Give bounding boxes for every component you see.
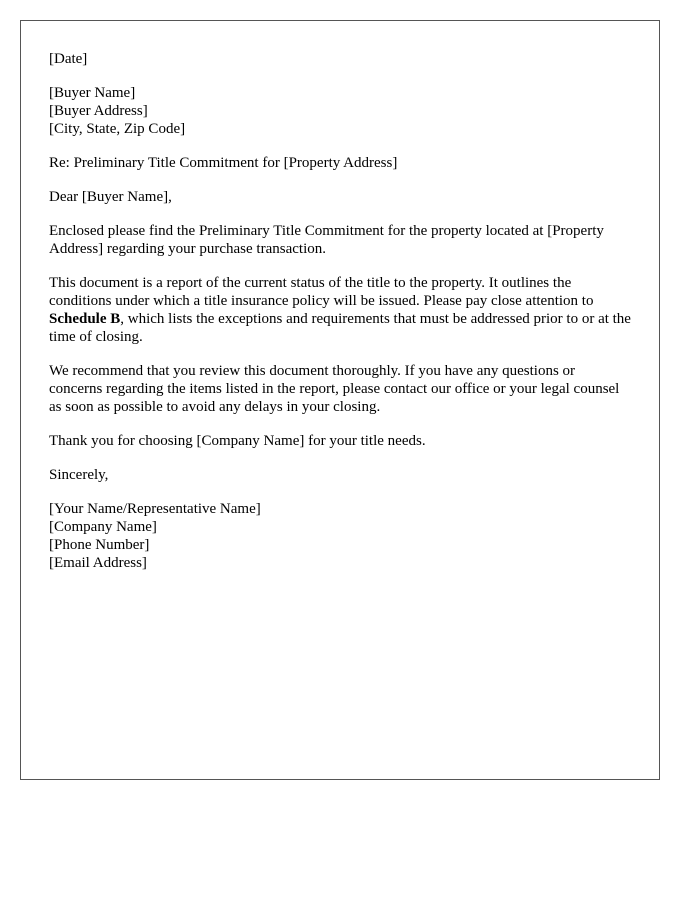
signature-phone: [Phone Number]	[49, 537, 150, 553]
letter-date: [Date]	[49, 51, 88, 67]
body-paragraph-4: Thank you for choosing [Company Name] for your title needs.	[49, 433, 426, 449]
paragraph-2-text-start: This document is a report of the current status of the title to the property. It outlines the conditions under which a title insurance policy will be issued. Please pay close attention to	[49, 275, 594, 309]
recipient-city-state-zip: [City, State, Zip Code]	[49, 121, 186, 137]
body-paragraph-1: Enclosed please find the Preliminary Title Commitment for the property located at [Property Address] regarding your purchase transaction.	[49, 223, 604, 257]
recipient-address-block	[49, 84, 631, 138]
recipient-name: [Buyer Name]	[49, 85, 136, 101]
signature-block	[49, 500, 631, 572]
signature-name: [Your Name/Representative Name]	[49, 501, 261, 517]
body-paragraph-2	[49, 274, 631, 346]
salutation: Dear [Buyer Name],	[49, 189, 172, 205]
schedule-b-emphasis: Schedule B	[49, 311, 121, 327]
letter-page	[20, 20, 660, 780]
closing: Sincerely,	[49, 467, 109, 483]
body-paragraph-3: We recommend that you review this document thoroughly. If you have any questions or concerns regarding the items listed in the report, please contact our office or your legal counsel as soon as possible to avoid any delays in your closing.	[49, 363, 620, 415]
signature-email: [Email Address]	[49, 555, 147, 571]
paragraph-2-text-end: , which lists the exceptions and requirements that must be addressed prior to or at the time of closing.	[49, 311, 631, 345]
subject-line: Re: Preliminary Title Commitment for [Property Address]	[49, 155, 398, 171]
signature-company: [Company Name]	[49, 519, 157, 535]
recipient-address: [Buyer Address]	[49, 103, 148, 119]
